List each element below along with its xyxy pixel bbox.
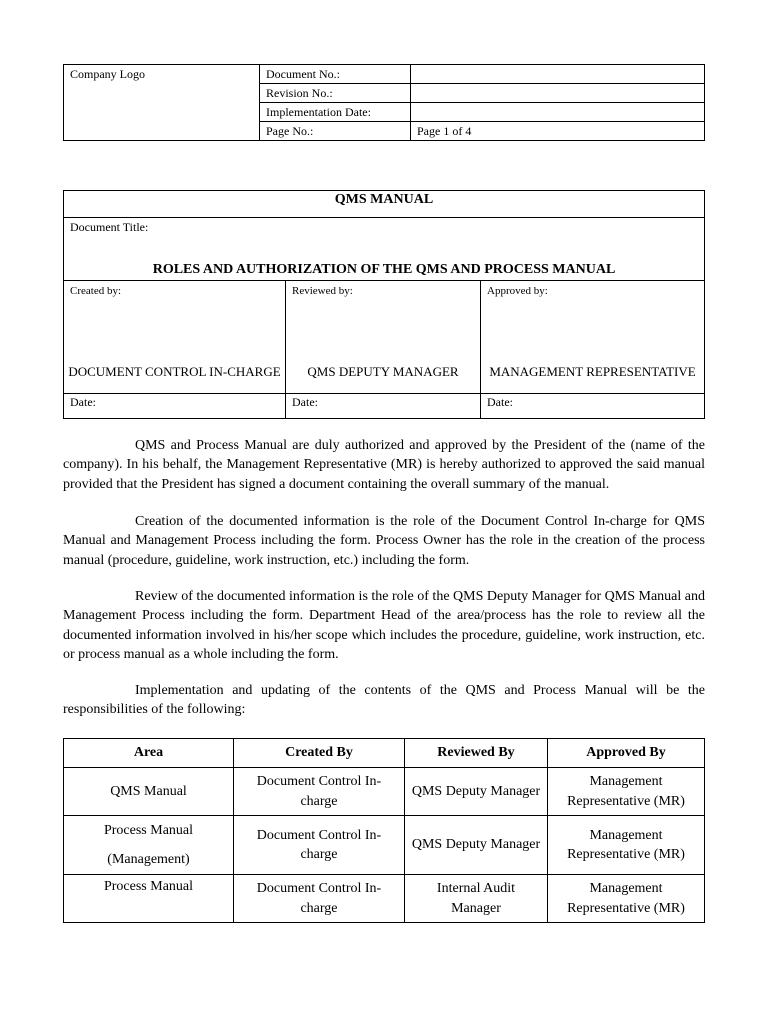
approved-by-text: Management: [589, 827, 663, 843]
created-by-text: charge: [300, 900, 338, 916]
area-cell: [64, 816, 234, 875]
revision-no-value: [411, 84, 705, 103]
created-by-text: charge: [300, 847, 338, 862]
created-by-role: DOCUMENT CONTROL IN-CHARGE: [68, 364, 281, 379]
document-header-table: [63, 64, 705, 141]
area-text: Process Manual: [103, 879, 194, 894]
created-by-cell: [234, 768, 405, 816]
company-logo-cell: [64, 65, 260, 141]
created-by-cell: [64, 281, 286, 394]
created-by-text: charge: [300, 793, 338, 809]
paragraph-implementation-text: Implementation and updating of the contents of the QMS and Process Manual will be the responsibilities of the following:: [63, 683, 705, 718]
approved-date-label: Date:: [481, 394, 705, 419]
table-row: [64, 875, 705, 923]
created-by-label: Created by:: [70, 285, 122, 297]
paragraph-review: [63, 587, 705, 664]
page-no-value: Page 1 of 4: [411, 122, 705, 141]
reviewed-by-role: QMS DEPUTY MANAGER: [307, 364, 459, 379]
paragraph-creation-text: Creation of the documented information is the role of the Document Control In-charge for QMS Manual and Management Process including the form. Process Owner has the role in the creation of the process manual (procedure, guideline, work instruction, etc.) including the form.: [63, 514, 705, 568]
responsibility-table: [63, 738, 705, 923]
paragraph-implementation: [63, 681, 705, 720]
reviewed-by-cell: [405, 875, 548, 923]
col-header-created-by: Created By: [234, 739, 405, 768]
document-title-label: Document Title:: [70, 220, 149, 234]
reviewed-date-label: Date:: [286, 394, 481, 419]
reviewed-by-text: Internal Audit: [436, 881, 516, 896]
manual-heading: QMS MANUAL: [64, 191, 704, 218]
col-header-approved-by: Approved By: [548, 739, 705, 768]
approved-by-cell: [548, 768, 705, 816]
reviewed-by-text: Manager: [451, 900, 501, 916]
approved-by-text: Representative (MR): [567, 793, 685, 809]
approved-by-cell: [481, 281, 705, 394]
created-by-text: Document Control In-: [256, 827, 382, 843]
area-text: (Management): [107, 851, 190, 867]
title-box: [63, 190, 705, 281]
document-title: ROLES AND AUTHORIZATION OF THE QMS AND PROCESS MANUAL: [152, 262, 616, 277]
created-by-text: Document Control In-: [256, 774, 382, 789]
paragraph-authorization: [63, 436, 705, 494]
approved-by-text: Representative (MR): [567, 847, 685, 862]
reviewed-by-cell: [405, 816, 548, 875]
approved-by-text: Management: [589, 881, 663, 896]
reviewed-by-text: QMS Deputy Manager: [411, 783, 541, 799]
company-logo-label: Company Logo: [70, 67, 145, 81]
table-row: [64, 768, 705, 816]
document-no-label: Document No.:: [260, 65, 411, 84]
col-header-area: Area: [64, 739, 234, 768]
approved-by-text: Representative (MR): [567, 900, 685, 916]
document-no-value: [411, 65, 705, 84]
reviewed-by-text: QMS Deputy Manager: [411, 837, 541, 853]
signature-table: [63, 280, 705, 419]
area-text: QMS Manual: [110, 783, 187, 799]
approved-by-text: Management: [589, 774, 663, 789]
created-by-cell: [234, 875, 405, 923]
approved-by-role: MANAGEMENT REPRESENTATIVE: [489, 364, 696, 379]
reviewed-by-cell: [286, 281, 481, 394]
implementation-date-value: [411, 103, 705, 122]
approved-by-cell: [548, 816, 705, 875]
reviewed-by-label: Reviewed by:: [292, 285, 353, 297]
document-title-cell: [64, 218, 704, 280]
area-text: Process Manual: [103, 823, 194, 838]
approved-by-label: Approved by:: [487, 285, 548, 297]
page-no-label: Page No.:: [260, 122, 411, 141]
area-cell: [64, 768, 234, 816]
area-cell: [64, 875, 234, 923]
implementation-date-label: Implementation Date:: [260, 103, 411, 122]
col-header-reviewed-by: Reviewed By: [405, 739, 548, 768]
created-by-text: Document Control In-: [256, 881, 382, 896]
paragraph-authorization-text: QMS and Process Manual are duly authorized and approved by the President of the (name of the company). In his behalf, the Management Representative (MR) is hereby authorized to approved the said manual provided that the President has signed a document containing the overall summary of the manual.: [63, 438, 705, 492]
created-date-label: Date:: [64, 394, 286, 419]
created-by-cell: [234, 816, 405, 875]
paragraph-review-text: Review of the documented information is the role of the QMS Deputy Manager for QMS Manual and Management Process including the form. Department Head of the area/process has the role to review all the documented information involved in his/her scope which includes the procedure, guideline, work instruction, etc. or process manual as a whole including the form.: [63, 589, 705, 662]
reviewed-by-cell: [405, 768, 548, 816]
paragraph-creation: [63, 512, 705, 570]
table-row: [64, 816, 705, 875]
approved-by-cell: [548, 875, 705, 923]
revision-no-label: Revision No.:: [260, 84, 411, 103]
